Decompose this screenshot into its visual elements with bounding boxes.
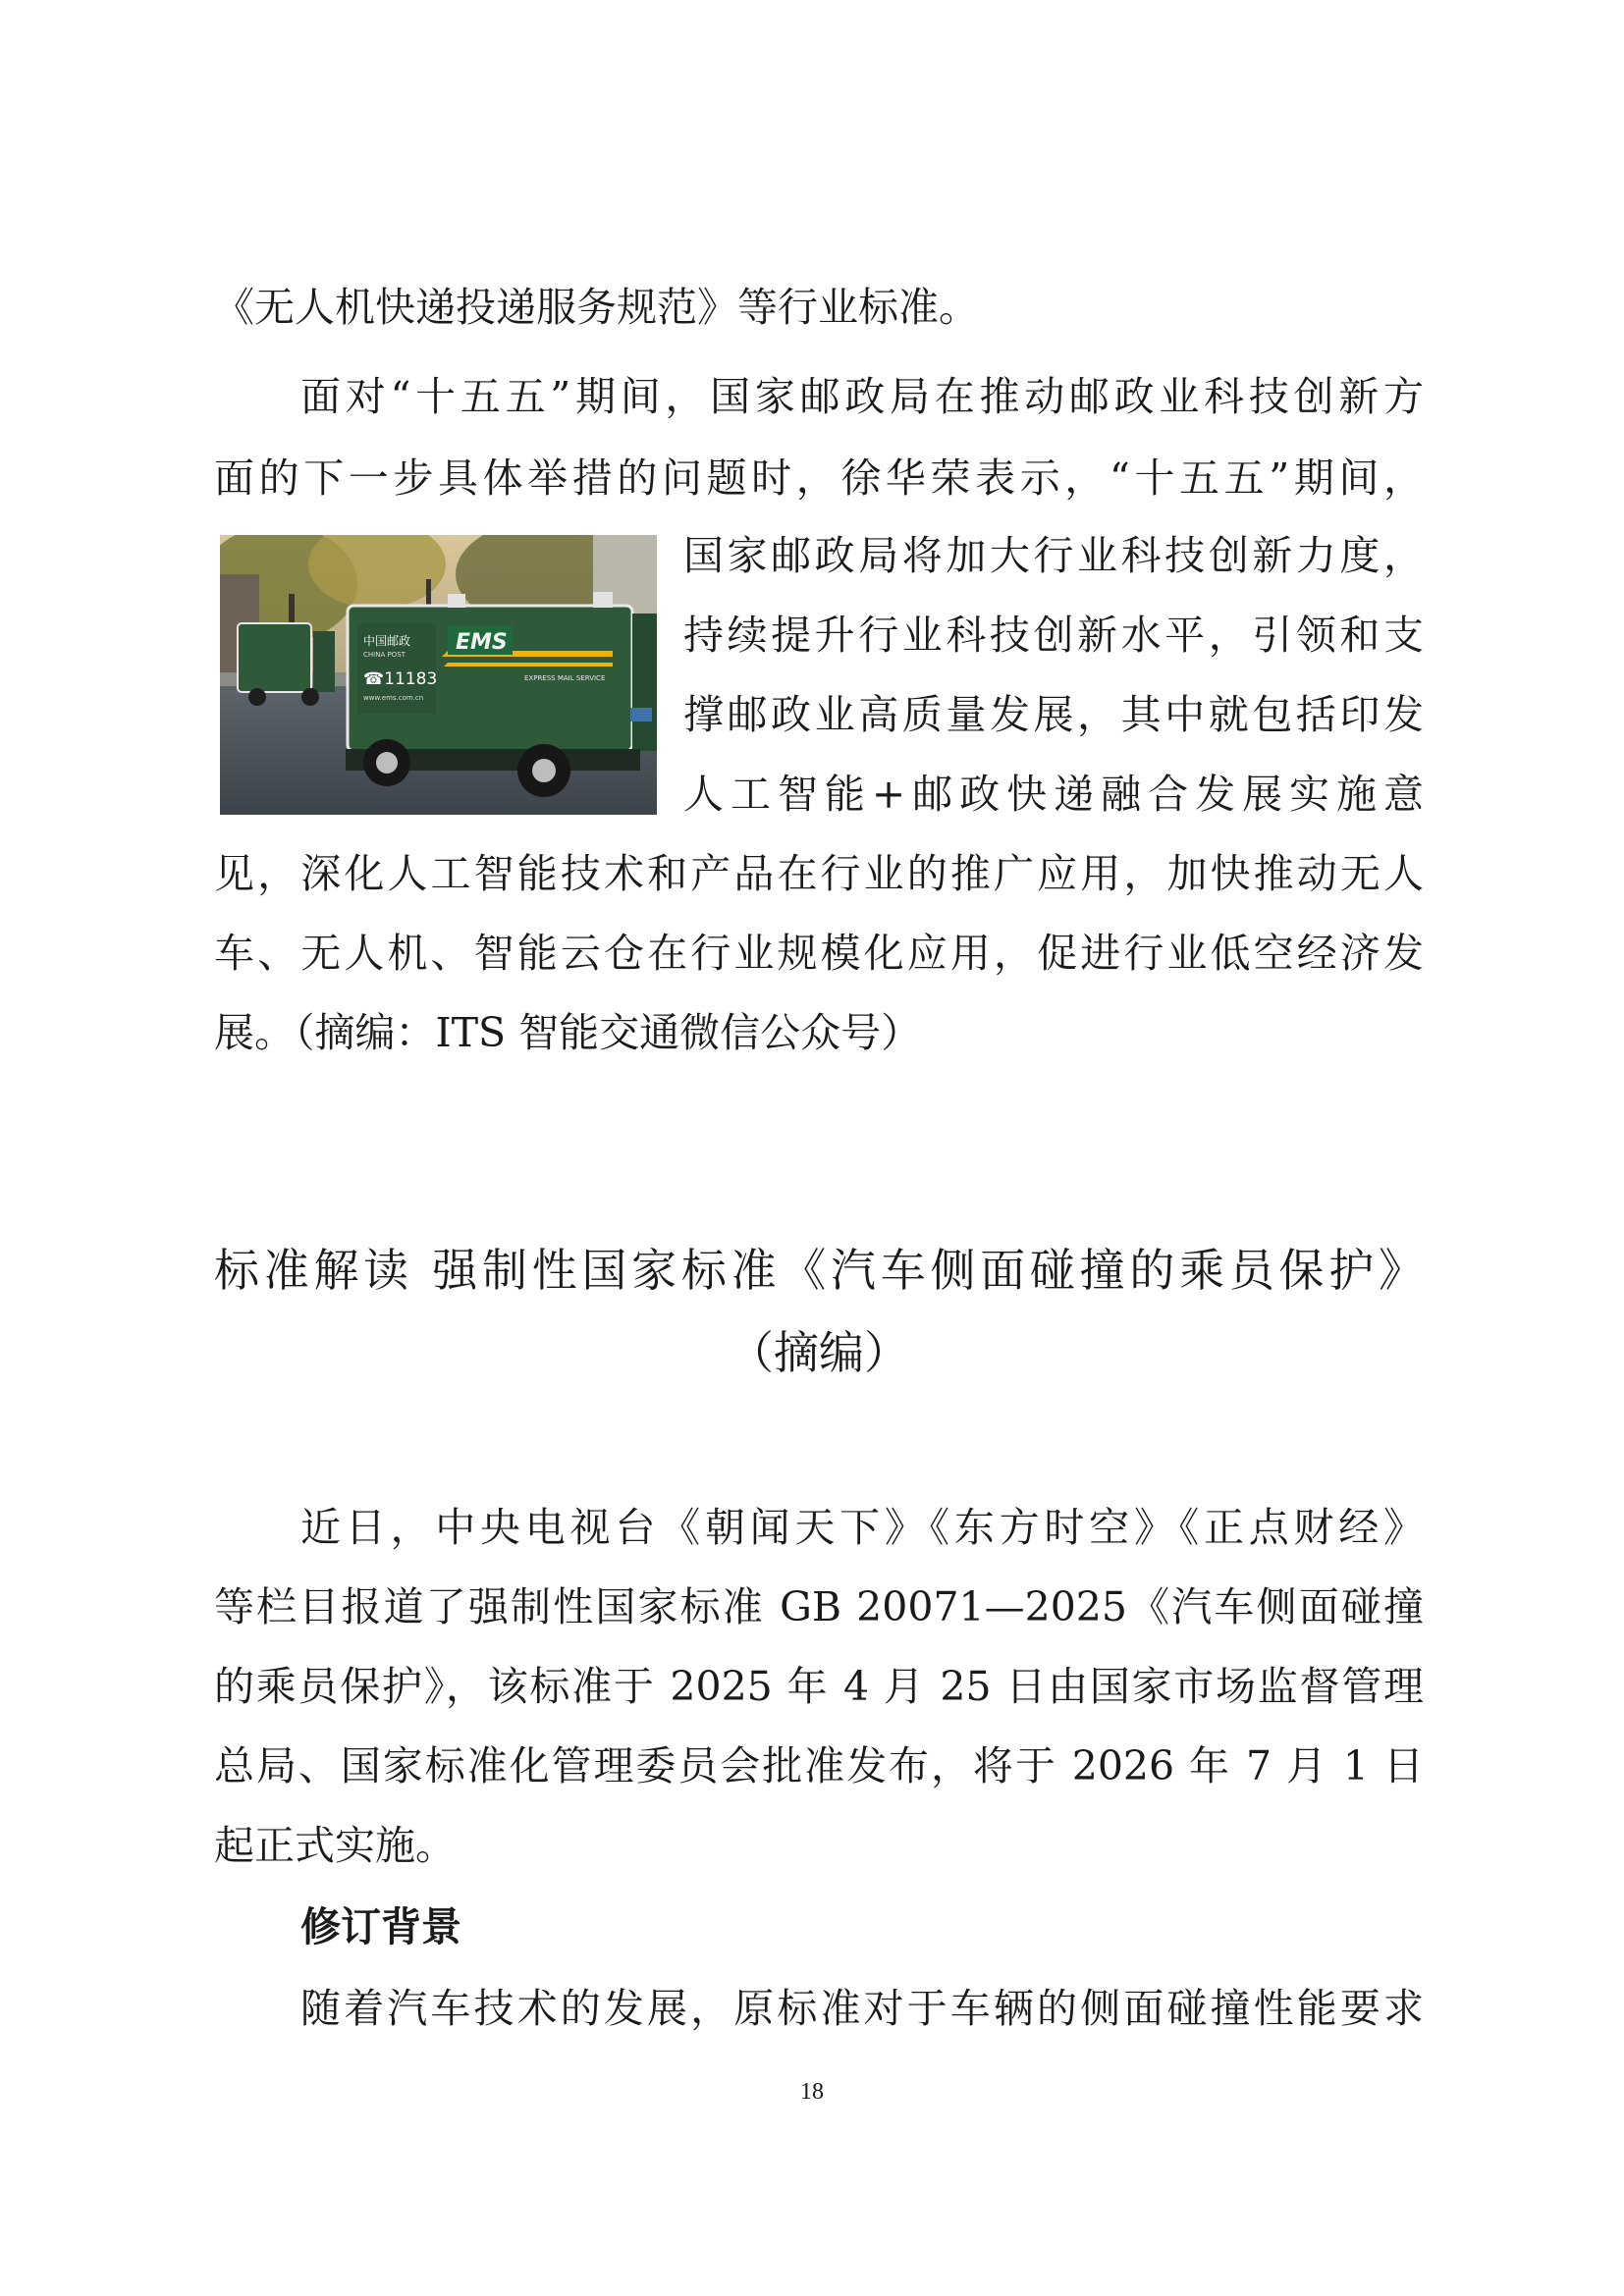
svg-text:CHINA POST: CHINA POST	[363, 651, 406, 659]
section-heading: 修订背景	[300, 1903, 461, 1950]
svg-text:EXPRESS MAIL SERVICE: EXPRESS MAIL SERVICE	[524, 674, 606, 682]
paragraph-line: 面的下一步具体举措的问题时，徐华荣表示，“十五五”期间，	[214, 454, 1424, 502]
svg-text:www.ems.com.cn: www.ems.com.cn	[363, 694, 424, 702]
paragraph-line: 车、无人机、智能云仓在行业规模化应用，促进行业低空经济发	[214, 930, 1424, 977]
paragraph-line: 等栏目报道了强制性国家标准 GB 20071—2025《汽车侧面碰撞	[214, 1583, 1424, 1630]
paragraph-line: 人工智能+邮政快递融合发展实施意	[683, 771, 1424, 818]
paragraph-line: 见，深化人工智能技术和产品在行业的推广应用，加快推动无人	[214, 850, 1424, 897]
svg-text:☎11183: ☎11183	[363, 669, 438, 689]
paragraph-line: 国家邮政局将加大行业科技创新力度，	[683, 532, 1424, 579]
ems-delivery-vehicle-photo	[220, 535, 657, 815]
paragraph-line: 《无人机快递投递服务规范》等行业标准。	[214, 284, 979, 331]
paragraph-line: 的乘员保护》，该标准于 2025 年 4 月 25 日由国家市场监督管理	[214, 1663, 1424, 1710]
paragraph-line: 撑邮政业高质量发展，其中就包括印发	[683, 691, 1424, 738]
article-title: 标准解读 强制性国家标准《汽车侧面碰撞的乘员保护》	[214, 1244, 1424, 1297]
paragraph-line: 近日，中央电视台《朝闻天下》《东方时空》《正点财经》	[300, 1504, 1424, 1551]
paragraph-line: 起正式实施。	[214, 1822, 456, 1869]
svg-text:EMS: EMS	[456, 630, 508, 655]
article-title-suffix: （摘编）	[729, 1326, 909, 1379]
paragraph-line: 持续提升行业科技创新水平，引领和支	[683, 612, 1424, 659]
svg-text:中国邮政: 中国邮政	[363, 634, 411, 648]
paragraph-line: 总局、国家标准化管理委员会批准发布，将于 2026 年 7 月 1 日	[214, 1742, 1424, 1789]
paragraph-line: 面对“十五五”期间，国家邮政局在推动邮政业科技创新方	[300, 373, 1424, 420]
page-number: 18	[800, 2079, 824, 2105]
paragraph-line: 随着汽车技术的发展，原标准对于车辆的侧面碰撞性能要求	[300, 1985, 1424, 2032]
paragraph-line: 展。（摘编：ITS 智能交通微信公众号）	[214, 1009, 922, 1056]
